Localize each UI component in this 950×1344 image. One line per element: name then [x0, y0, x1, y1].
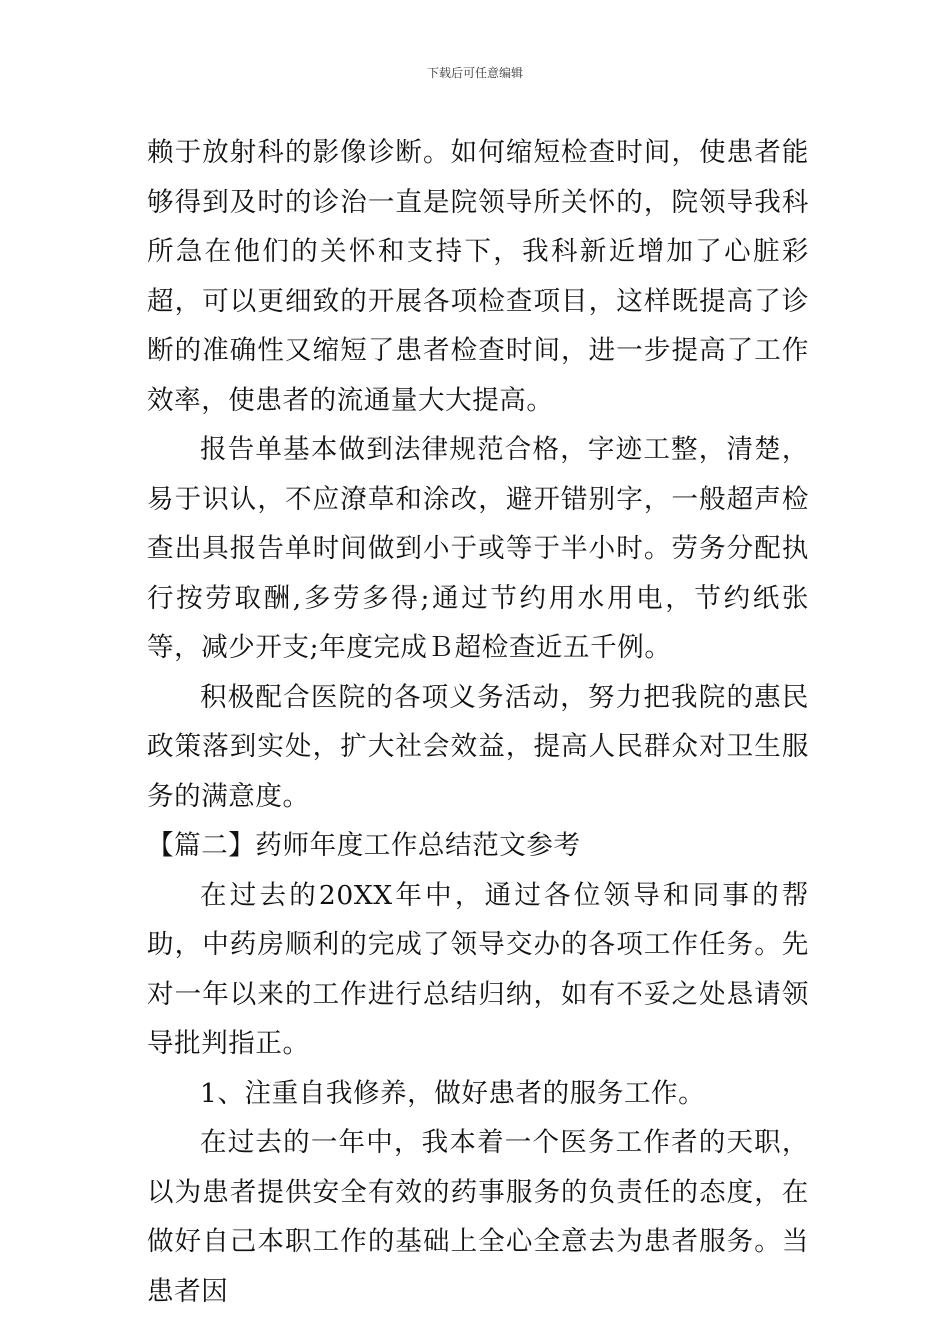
page-header-note: 下载后可任意编辑 — [426, 66, 523, 80]
document-body — [147, 128, 809, 1316]
paragraph-report-standards: 报告单基本做到法律规范合格，字迹工整，清楚，易于识认，不应潦草和涂改，避开错别字，一般超声检查出具报告单时间做到小于或等于半小时。劳务分配执行按劳取酬,多劳多得;通过节约用水用电，节约纸张等，减少开支;年度完成Ｂ超检查近五千例。 — [147, 434, 809, 663]
section-heading-part-two: 【篇二】药师年度工作总结范文参考 — [147, 830, 581, 861]
paragraph-public-welfare: 积极配合医院的各项义务活动，努力把我院的惠民政策落到实处，扩大社会效益，提高人民群众对卫生服务的满意度。 — [147, 681, 809, 812]
paragraph-radiology-intro: 赖于放射科的影像诊断。如何缩短检查时间，使患者能够得到及时的诊治一直是院领导所关怀的，院领导我科所急在他们的关怀和支持下，我科新近增加了心脏彩超，可以更细致的开展各项检查项目，这样既提高了诊断的准确性又缩短了患者检查时间，进一步提高了工作效率，使患者的流通量大大提高。 — [147, 137, 809, 416]
list-item-self-cultivation: 1、注重自我修养，做好患者的服务工作。 — [200, 1077, 706, 1109]
paragraph-pharmacy-intro: 在过去的20XX年中，通过各位领导和同事的帮助，中药房顺利的完成了领导交办的各项工作任务。先对一年以来的工作进行总结归纳，如有不妥之处恳请领导批判指正。 — [147, 879, 809, 1059]
paragraph-patient-service: 在过去的一年中，我本着一个医务工作者的天职，以为患者提供安全有效的药事服务的负责任的态度，在做好自己本职工作的基础上全心全意去为患者服务。当患者因 — [147, 1127, 809, 1307]
